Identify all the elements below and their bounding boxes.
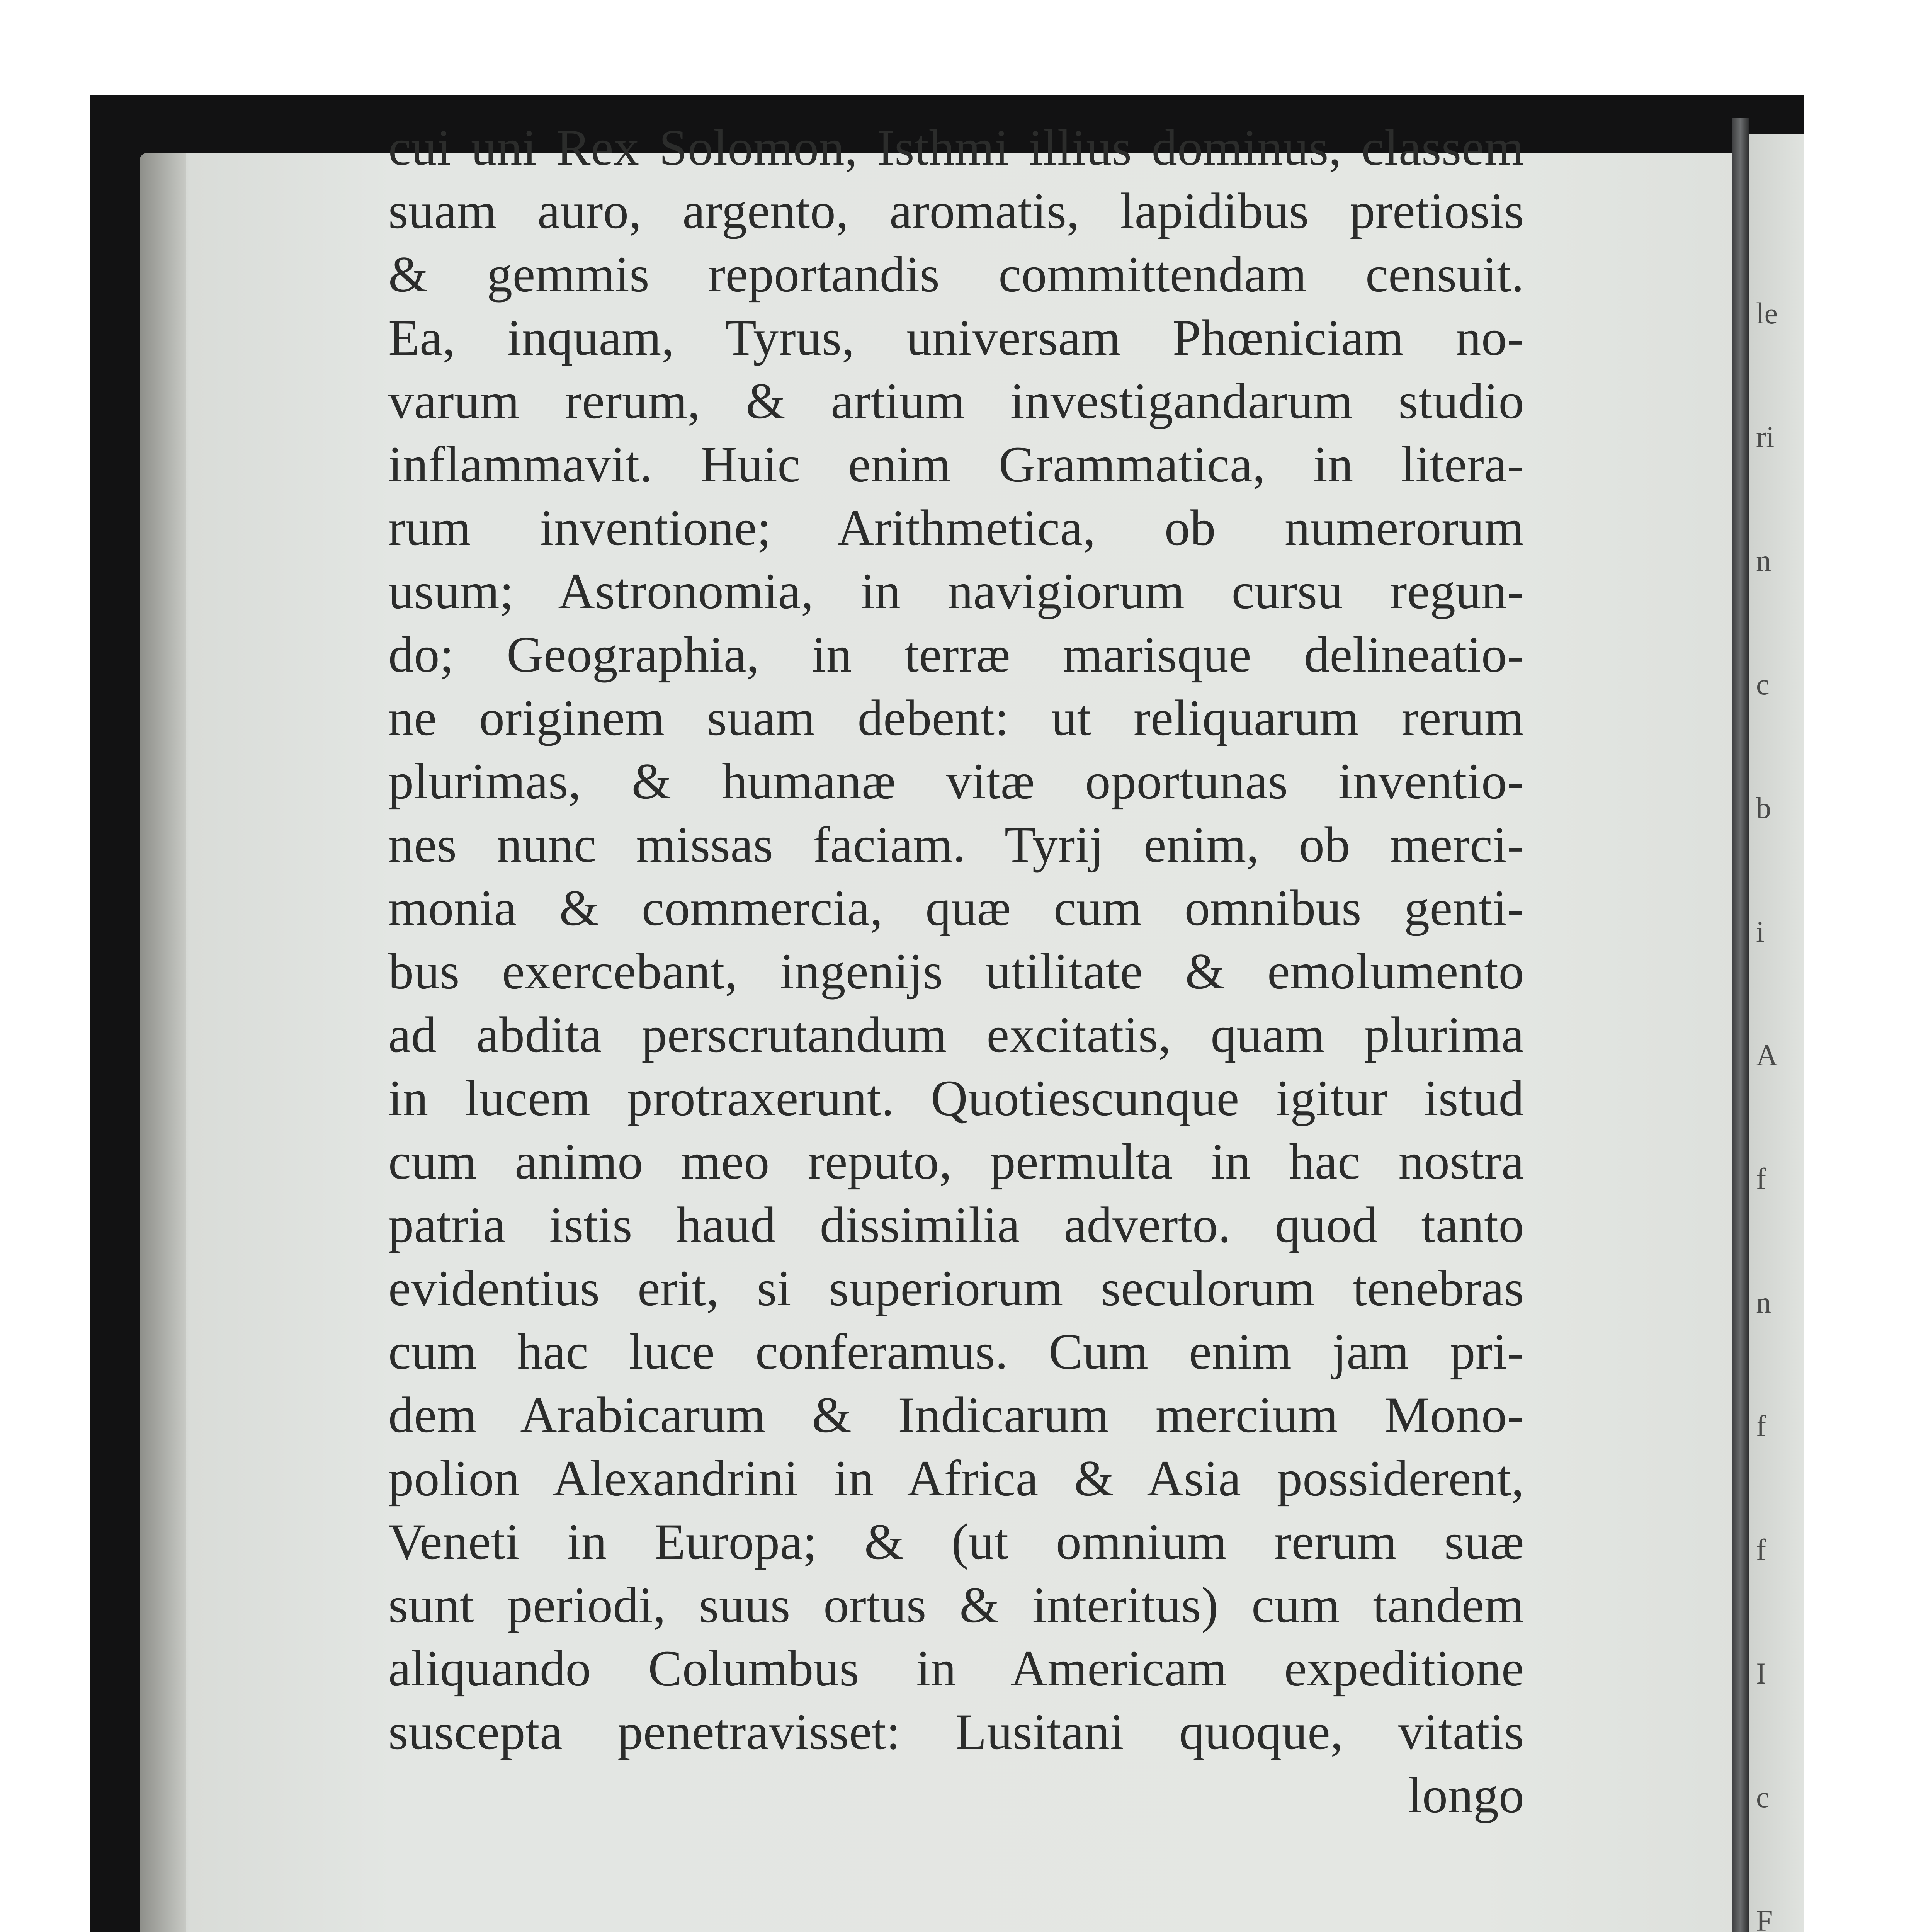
facing-page-fragment: i: [1756, 915, 1765, 948]
text-line: bus exercebant, ingenijs utilitate & emolumento: [388, 943, 1524, 1000]
text-line: dem Arabicarum & Indicarum mercium Mono-: [388, 1386, 1524, 1443]
text-line: patria istis haud dissimilia adverto. quod tanto: [388, 1196, 1524, 1253]
text-line: varum rerum, & artium investigandarum studio: [388, 372, 1524, 429]
page-edge: [140, 153, 186, 1932]
facing-page-fragment: le: [1756, 296, 1778, 330]
text-line: inflammavit. Huic enim Grammatica, in litera-: [388, 436, 1524, 493]
text-line: & gemmis reportandis committendam censuit.: [388, 246, 1524, 303]
text-line: ad abdita perscrutandum excitatis, quam plurima: [388, 1006, 1524, 1063]
facing-page: [1749, 134, 1804, 1932]
facing-page-fragment: b: [1756, 791, 1771, 825]
text-line: Veneti in Europa; & (ut omnium rerum suæ: [388, 1513, 1524, 1570]
text-line: cum hac luce conferamus. Cum enim jam pri-: [388, 1323, 1524, 1380]
text-line: Ea, inquam, Tyrus, universam Phœniciam no-: [388, 309, 1524, 366]
text-line: suscepta penetravisset: Lusitani quoque, vitatis: [388, 1703, 1524, 1760]
facing-page-fragment: n: [1756, 1286, 1771, 1319]
facing-page-fragment: I: [1756, 1656, 1766, 1690]
facing-page-fragment: A: [1756, 1038, 1778, 1072]
catchword: longo: [1408, 1767, 1524, 1823]
text-line: cui uni Rex Solomon, Isthmi illius dominus, classem: [388, 119, 1524, 176]
page-text: [388, 116, 1524, 1827]
book-gutter: [1732, 118, 1749, 1932]
facing-page-fragment: f: [1756, 1162, 1766, 1196]
facing-page-fragment: F: [1756, 1904, 1773, 1932]
facing-page-fragment: n: [1756, 544, 1771, 577]
text-line: monia & commercia, quæ cum omnibus genti-: [388, 879, 1524, 936]
facing-page-fragment: f: [1756, 1533, 1766, 1566]
text-line: evidentius erit, si superiorum seculorum tenebras: [388, 1260, 1524, 1316]
text-line: nes nunc missas faciam. Tyrij enim, ob merci-: [388, 816, 1524, 873]
text-line: ne originem suam debent: ut reliquarum rerum: [388, 689, 1524, 746]
text-line: rum inventione; Arithmetica, ob numerorum: [388, 499, 1524, 556]
facing-page-fragment: ri: [1756, 420, 1775, 454]
text-line: sunt periodi, suus ortus & interitus) cum tandem: [388, 1577, 1524, 1633]
facing-page-fragment: f: [1756, 1409, 1766, 1443]
text-line: suam auro, argento, aromatis, lapidibus pretiosis: [388, 182, 1524, 239]
text-line: in lucem protraxerunt. Quotiescunque igitur istud: [388, 1070, 1524, 1126]
text-line: aliquando Columbus in Americam expeditione: [388, 1640, 1524, 1697]
text-line: polion Alexandrini in Africa & Asia possiderent,: [388, 1450, 1524, 1507]
text-line: do; Geographia, in terræ marisque delineatio-: [388, 626, 1524, 683]
facing-page-fragment: c: [1756, 1780, 1770, 1814]
facing-page-fragment: c: [1756, 667, 1770, 701]
text-line: plurimas, & humanæ vitæ oportunas inventio-: [388, 753, 1524, 810]
text-line: cum animo meo reputo, permulta in hac nostra: [388, 1133, 1524, 1190]
text-line: usum; Astronomia, in navigiorum cursu regun-: [388, 563, 1524, 619]
